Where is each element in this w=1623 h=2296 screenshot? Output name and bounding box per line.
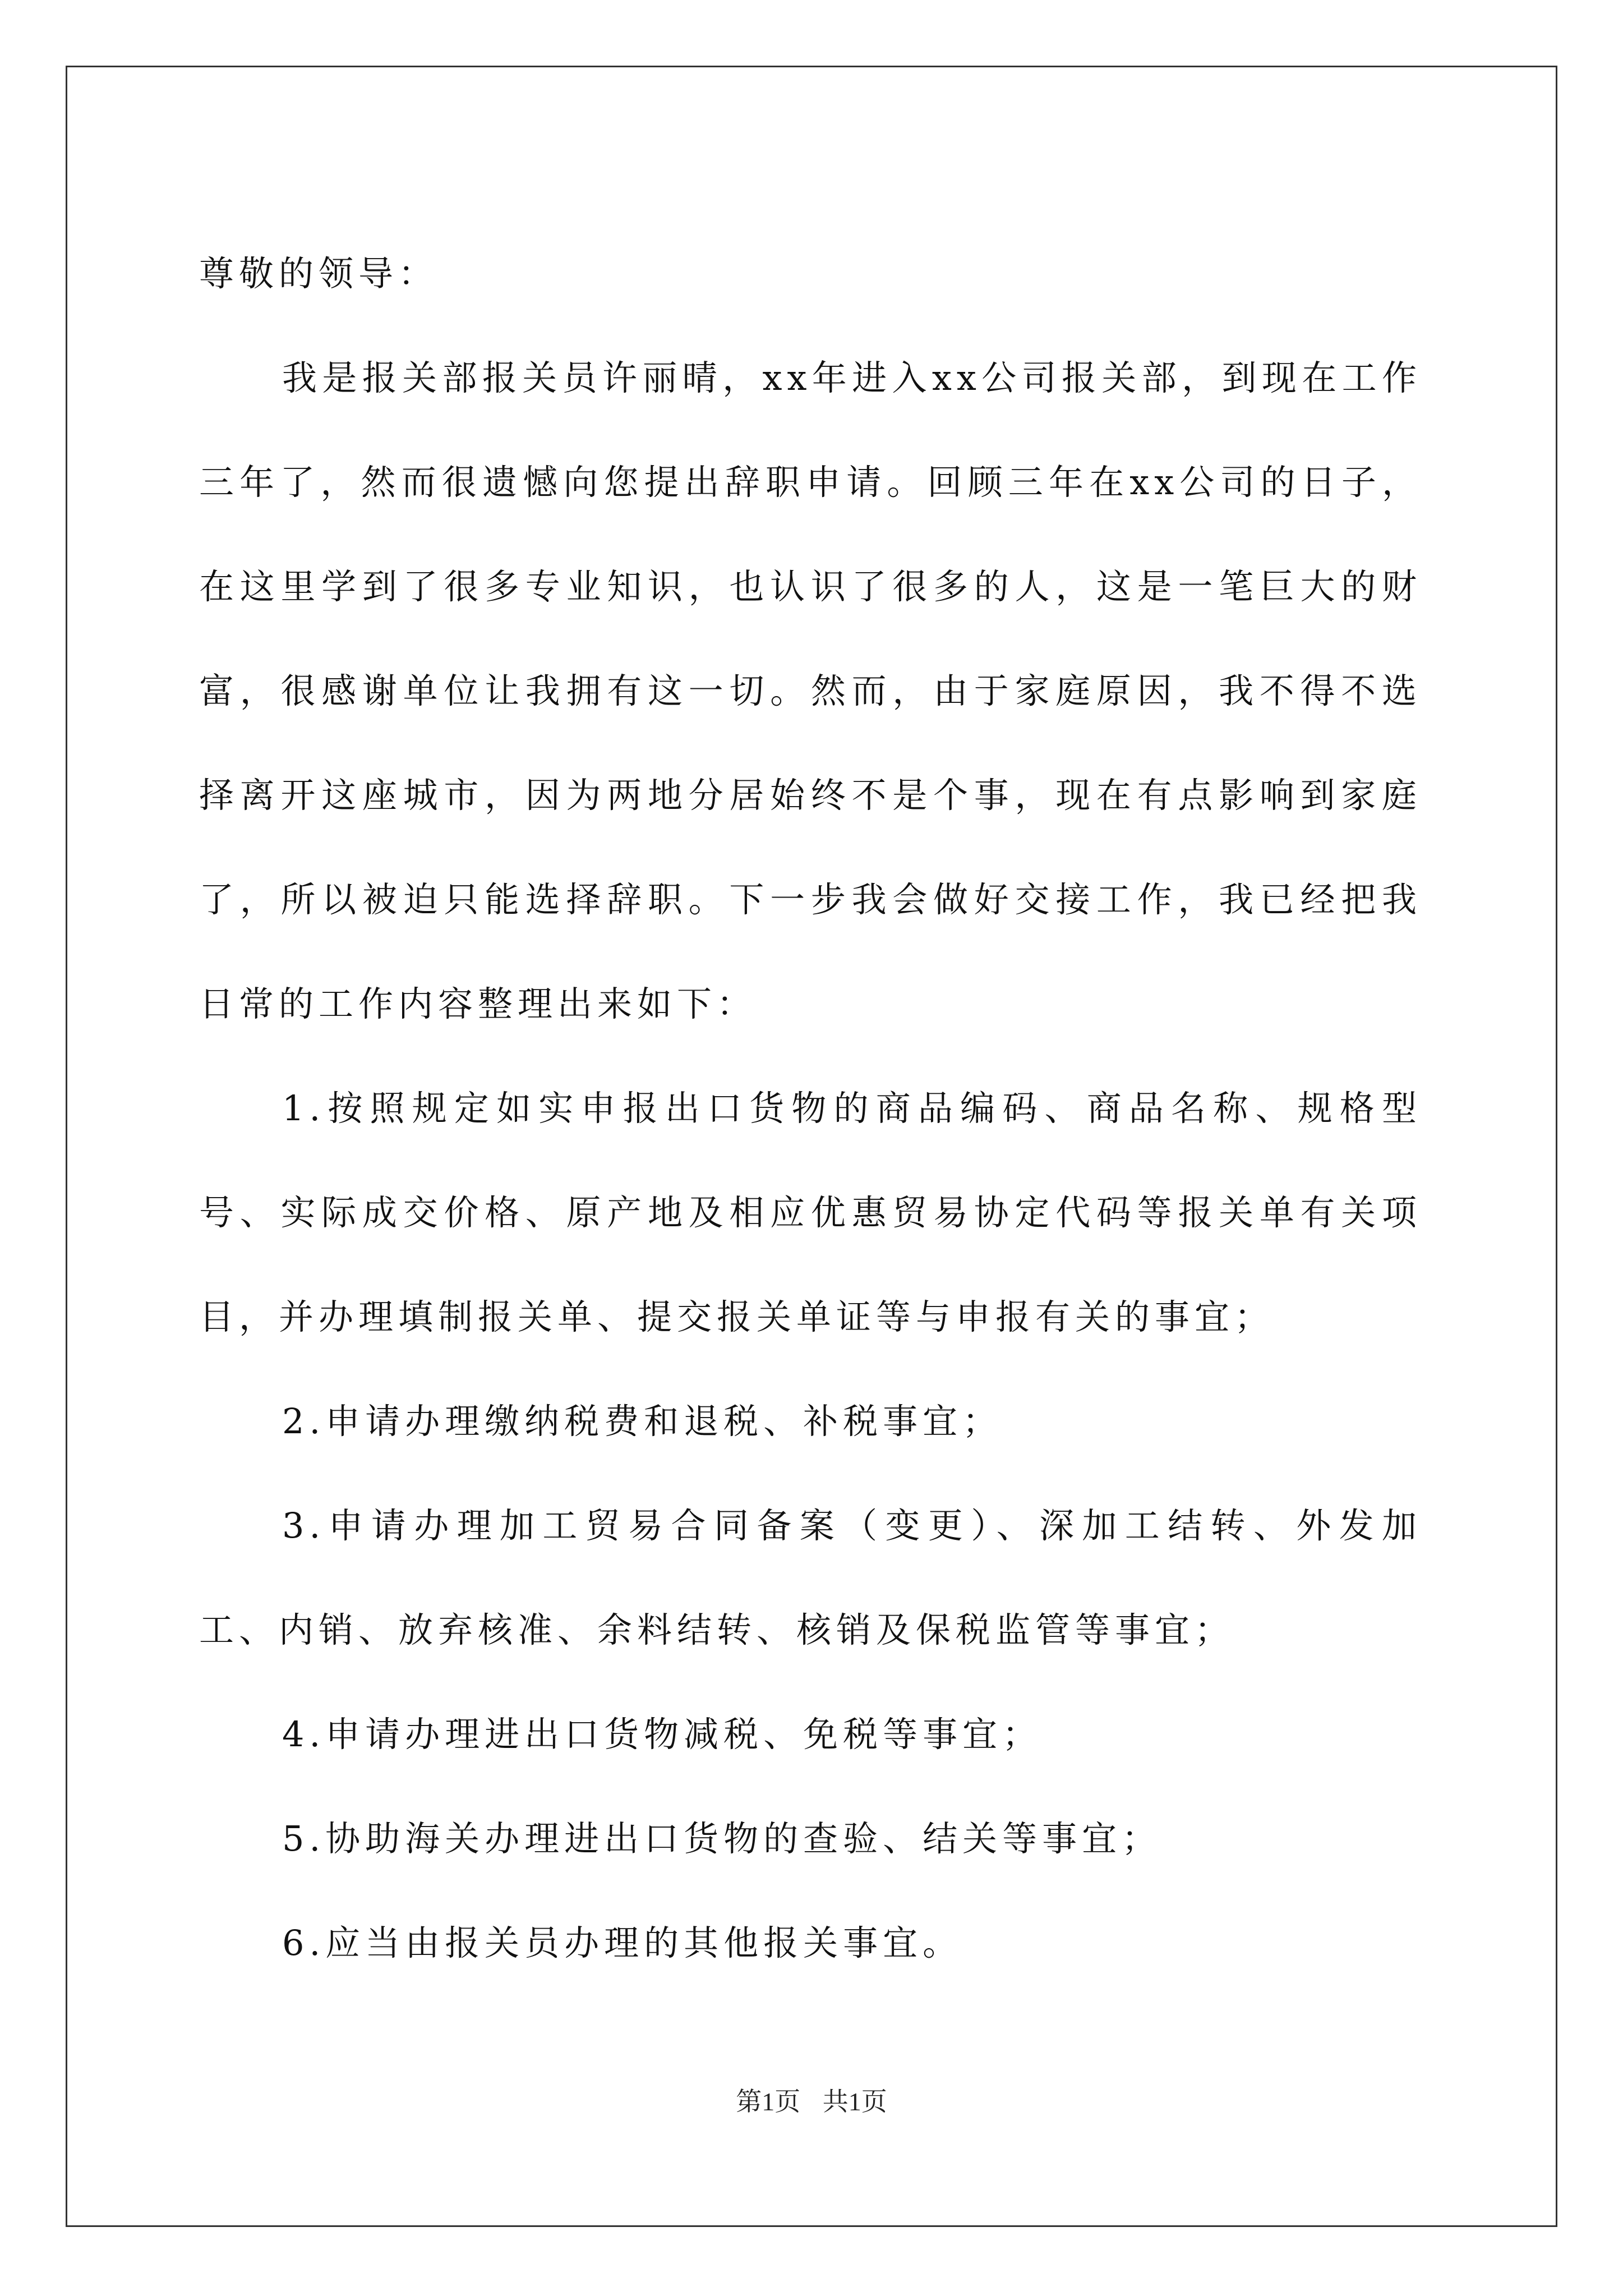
- list-item-4: 4.申请办理进出口货物减税、免税等事宜；: [282, 1714, 1043, 1755]
- list-item-5: 5.协助海关办理进出口货物的查验、结关等事宜；: [282, 1818, 1162, 1859]
- letter-body: [199, 222, 1422, 1995]
- list-item-3: 3.申请办理加工贸易合同备案（变更）、深加工结转、外发加工、内销、放弃核准、余料结转、核销及保税监管等事宜；: [199, 1505, 1422, 1650]
- list-item-6: 6.应当由报关员办理的其他报关事宜。: [282, 1922, 963, 1963]
- salutation: 尊敬的领导：: [199, 253, 439, 294]
- page-number: 第1页: [736, 2087, 801, 2116]
- page-total: 共1页: [822, 2087, 887, 2116]
- list-item-1: 1.按照规定如实申报出口货物的商品编码、商品名称、规格型号、实际成交价格、原产地及相应优惠贸易协定代码等报关单有关项目，并办理填制报关单、提交报关单证等与申报有关的事宜；: [199, 1088, 1422, 1337]
- list-item-2: 2.申请办理缴纳税费和退税、补税事宜；: [282, 1401, 1003, 1442]
- page-footer: [0, 2081, 1623, 2118]
- paragraph-intro: 我是报关部报关员许丽晴，xx年进入xx公司报关部，到现在工作三年了，然而很遗憾向您提出辞职申请。回顾三年在xx公司的日子，在这里学到了很多专业知识，也认识了很多的人，这是一笔巨大的财富，很感谢单位让我拥有这一切。然而，由于家庭原因，我不得不选择离开这座城市，因为两地分居始终不是个事，现在有点影响到家庭了，所以被迫只能选择辞职。下一步我会做好交接工作，我已经把我日常的工作内容整理出来如下：: [199, 357, 1422, 1024]
